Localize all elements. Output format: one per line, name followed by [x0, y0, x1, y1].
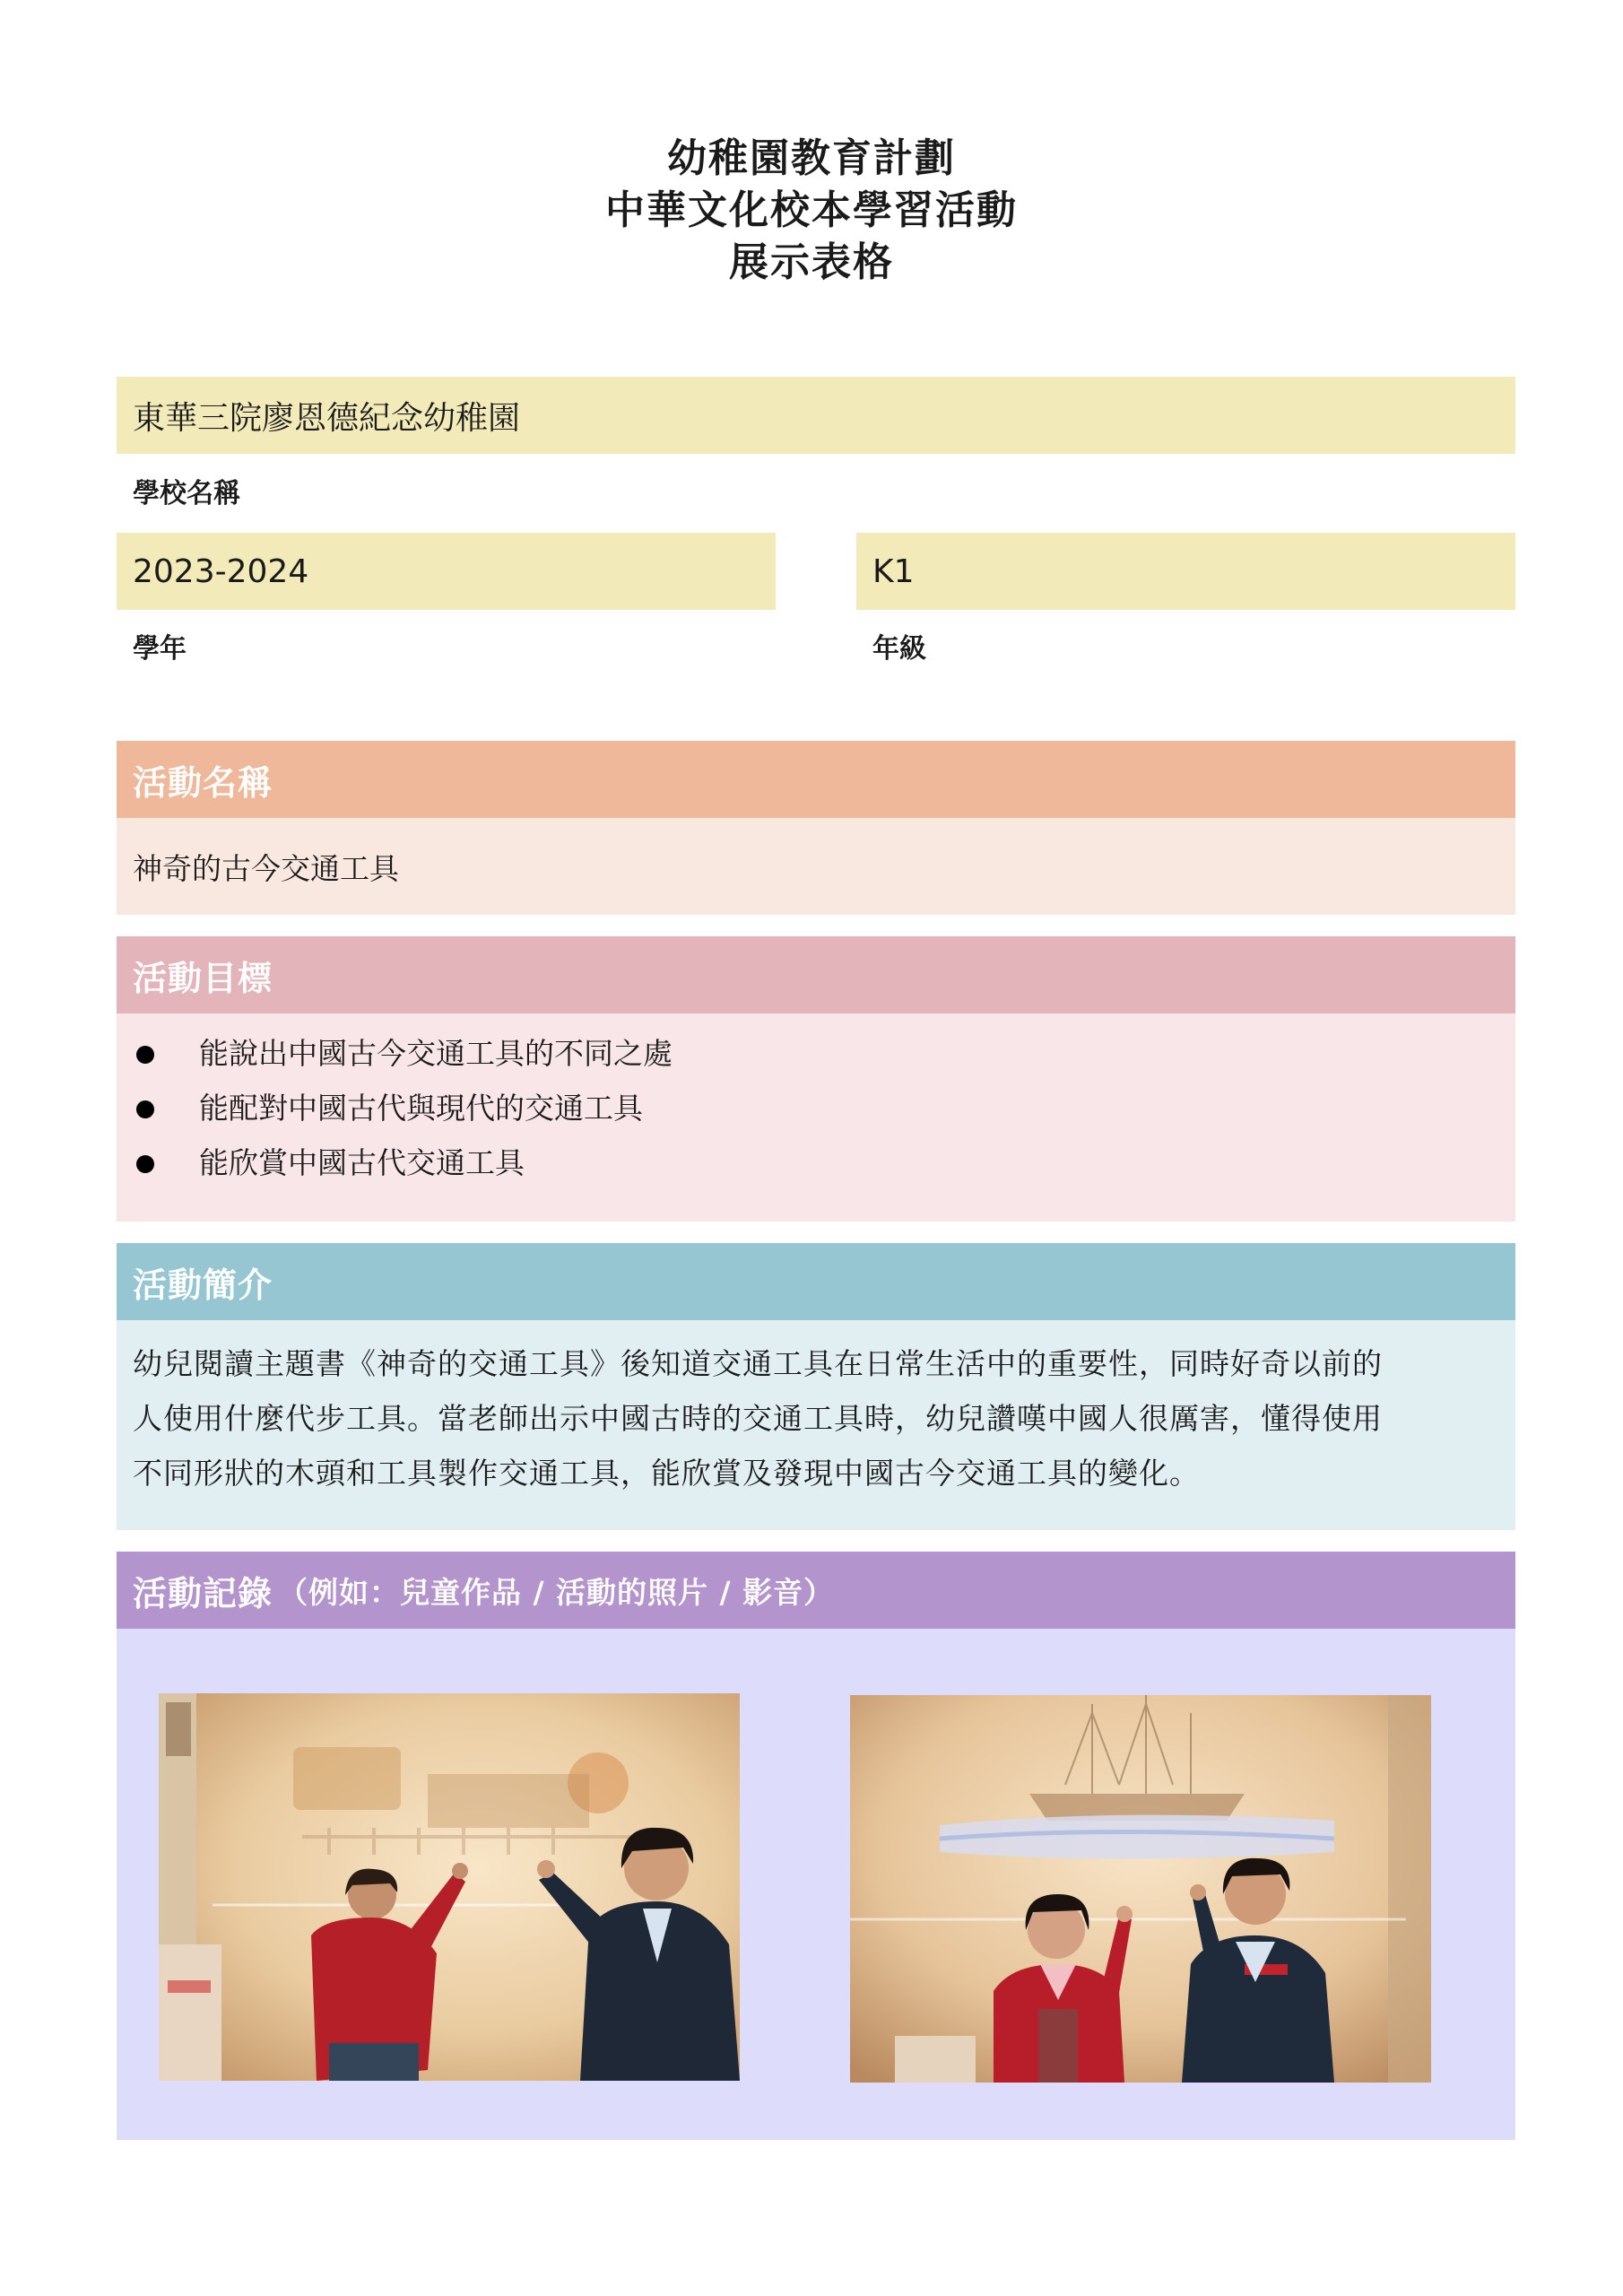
introduction-line: 不同形狀的木頭和工具製作交通工具，能欣賞及發現中國古今交通工具的變化。	[133, 1456, 1200, 1491]
bullet-icon	[136, 1100, 154, 1118]
objective-item	[133, 1081, 1499, 1135]
objective-text: 能說出中國古今交通工具的不同之處	[199, 1036, 673, 1071]
activity-name-body	[117, 818, 1515, 915]
objectives-heading	[117, 936, 1515, 1013]
title-line-3: 展示表格	[729, 239, 894, 285]
school-year-label: 學年	[133, 633, 187, 665]
activity-name-heading-text: 活動名稱	[133, 762, 273, 803]
activity-name-heading	[117, 741, 1515, 818]
activity-photo-2	[850, 1695, 1431, 2083]
activity-name-value: 神奇的古今交通工具	[133, 850, 399, 886]
activity-photo-1	[159, 1693, 740, 2081]
introduction-line: 幼兒閱讀主題書《神奇的交通工具》後知道交通工具在日常生活中的重要性，同時好奇以前的	[133, 1346, 1383, 1381]
school-name-value: 東華三院廖恩德紀念幼稚園	[133, 399, 521, 437]
school-year-field	[117, 533, 776, 610]
objective-item	[133, 1026, 1499, 1081]
title-line-2: 中華文化校本學習活動	[605, 187, 1018, 233]
grade-field	[856, 533, 1515, 610]
bullet-icon	[136, 1046, 154, 1064]
introduction-body	[117, 1320, 1515, 1530]
bullet-icon	[136, 1155, 154, 1173]
objectives-list	[133, 1026, 1499, 1190]
grade-value: K1	[872, 552, 915, 590]
records-heading	[117, 1552, 1515, 1629]
objective-text: 能欣賞中國古代交通工具	[199, 1145, 525, 1180]
school-name-field	[117, 377, 1515, 454]
objective-item	[133, 1135, 1499, 1190]
title-line-1: 幼稚園教育計劃	[667, 135, 956, 181]
school-name-label: 學校名稱	[133, 478, 240, 509]
school-year-value: 2023-2024	[133, 552, 309, 590]
introduction-heading	[117, 1243, 1515, 1320]
records-subheading: （例如：兒童作品 / 活動的照片 / 影音）	[278, 1574, 835, 1610]
objectives-heading-text: 活動目標	[133, 958, 273, 998]
introduction-line: 人使用什麼代步工具。當老師出示中國古時的交通工具時，幼兒讚嘆中國人很厲害，懂得使用	[133, 1401, 1383, 1436]
page-title	[0, 133, 1623, 289]
objective-text: 能配對中國古代與現代的交通工具	[199, 1091, 643, 1126]
objectives-body	[117, 1013, 1515, 1222]
introduction-heading-text: 活動簡介	[133, 1265, 273, 1305]
records-heading-text: 活動記錄	[133, 1573, 273, 1613]
grade-label: 年級	[872, 633, 926, 665]
